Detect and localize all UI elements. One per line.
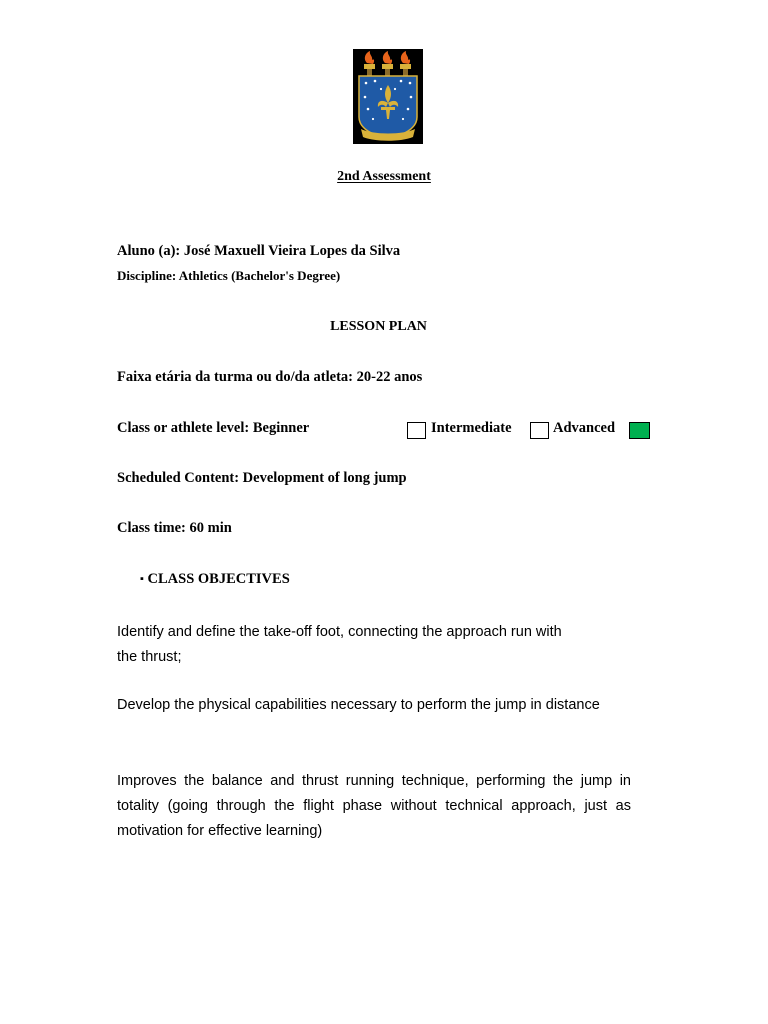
objective-3: Improves the balance and thrust running technique, performing the jump in totality (going through the flight phase without technical approach, just as motivation for effective learning) [117,773,631,839]
intermediate-label: Intermediate [431,420,512,436]
objective-1 [117,620,562,670]
scheduled-content: Scheduled Content: Development of long jump [117,470,407,486]
beginner-checkbox[interactable] [407,422,426,439]
objective-1-line-2: the thrust; [117,649,182,665]
university-crest-icon [353,49,423,144]
objective-2: Develop the physical capabilities necessary to perform the jump in distance [117,697,600,713]
lesson-plan-heading: LESSON PLAN [330,319,427,334]
level-label: Class or athlete level: Beginner [117,420,310,436]
class-time: Class time: 60 min [117,520,232,536]
objectives-heading [140,571,290,588]
bullet-icon: ▪ [140,573,144,585]
assessment-title-text: 2nd Assessment [337,169,431,184]
assessment-title [0,169,768,185]
advanced-checkbox[interactable] [629,422,650,439]
advanced-label: Advanced [553,420,616,436]
student-name: Aluno (a): José Maxuell Vieira Lopes da Silva [117,243,401,259]
objectives-heading-text: CLASS OBJECTIVES [147,571,290,587]
intermediate-checkbox[interactable] [530,422,549,439]
age-range: Faixa etária da turma ou do/da atleta: 20-22 anos [117,369,423,385]
discipline: Discipline: Athletics (Bachelor's Degree) [117,268,341,283]
objective-1-line-1: Identify and define the take-off foot, connecting the approach run with [117,624,562,640]
